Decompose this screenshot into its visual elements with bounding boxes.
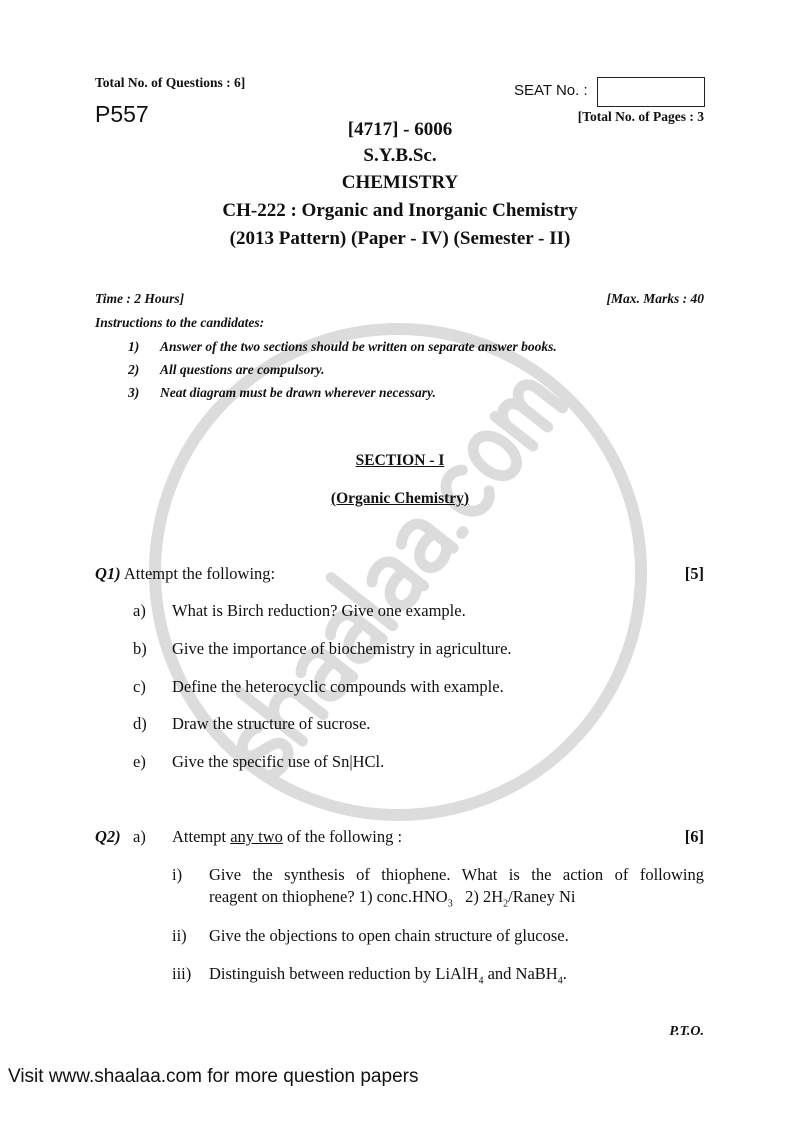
text: .	[562, 964, 567, 983]
paper-title: CH-222 : Organic and Inorganic Chemistry	[222, 200, 578, 221]
q1-item-label: b)	[133, 639, 147, 658]
q2-item-text: Give the objections to open chain structure of glucose.	[209, 926, 569, 945]
q1-item-text: What is Birch reduction? Give one example.	[172, 601, 466, 620]
instruction-text: Neat diagram must be drawn wherever necessary.	[160, 385, 436, 400]
instruction-num: 2)	[128, 362, 140, 377]
course: S.Y.B.Sc.	[363, 145, 437, 166]
q1-item-text: Define the heterocyclic compounds with example.	[172, 677, 504, 696]
watermark-glyph	[462, 532, 463, 534]
text: Distinguish between reduction by LiAlH	[209, 964, 479, 983]
q1-item-label: c)	[133, 677, 146, 696]
q2-text-post: of the following :	[282, 827, 403, 846]
instruction-num: 3)	[128, 385, 140, 400]
q2-item-label: i)	[172, 865, 183, 884]
q2-text-underlined: any two	[230, 827, 283, 846]
q2-num: Q2)	[95, 827, 121, 846]
instructions-heading: Instructions to the candidates:	[95, 315, 265, 330]
q2-item-text: Give the synthesis of thiophene. What is the action of following	[209, 865, 704, 884]
pattern: (2013 Pattern) (Paper - IV) (Semester - II)	[229, 228, 571, 249]
q1-num: Q1)	[95, 564, 121, 583]
seat-number-box[interactable]	[597, 77, 705, 107]
max-marks: [Max. Marks : 40	[606, 291, 704, 306]
text: 2) 2H	[465, 887, 504, 906]
q2-part: a)	[133, 827, 146, 846]
section-subtitle: (Organic Chemistry)	[330, 490, 470, 507]
footer-link[interactable]: Visit www.shaalaa.com for more question papers	[8, 1066, 419, 1087]
q1-text: Attempt the following:	[123, 564, 276, 583]
exam-code: [4717] - 6006	[347, 119, 453, 140]
q2-item-label: ii)	[172, 926, 187, 945]
q2-marks: [6]	[684, 827, 704, 846]
section-title: SECTION - I	[355, 452, 445, 469]
text: /Raney Ni	[508, 887, 576, 906]
text: and NaBH	[483, 964, 558, 983]
q1-item-label: a)	[133, 601, 146, 620]
paper-code: P557	[95, 101, 149, 127]
total-pages: [Total No. of Pages : 3	[577, 109, 704, 124]
pto: P.T.O.	[669, 1024, 704, 1039]
q1-marks: [5]	[684, 564, 704, 583]
time: Time : 2 Hours]	[95, 291, 185, 306]
q1-item-label: d)	[133, 714, 147, 733]
subscript: 2	[503, 898, 509, 910]
q2-item-text	[209, 966, 567, 986]
q1-item-text: Give the specific use of Sn|HCl.	[172, 752, 385, 771]
q1-heading	[95, 566, 275, 583]
total-questions: Total No. of Questions : 6]	[95, 75, 246, 90]
q2-text	[172, 829, 402, 846]
subscript: 4	[478, 975, 484, 987]
q1-item-text: Draw the structure of sucrose.	[172, 714, 371, 733]
q2-text-pre: Attempt	[172, 827, 231, 846]
q2-item-text-line2	[209, 889, 576, 909]
subject: CHEMISTRY	[341, 172, 459, 193]
instruction-num: 1)	[128, 339, 140, 354]
seat-label: SEAT No. :	[514, 82, 588, 99]
subscript: 3	[447, 898, 453, 910]
subscript: 4	[557, 975, 563, 987]
instruction-text: All questions are compulsory.	[160, 362, 325, 377]
instruction-text: Answer of the two sections should be written on separate answer books.	[160, 339, 557, 354]
q1-item-text: Give the importance of biochemistry in agriculture.	[172, 639, 512, 658]
text: reagent on thiophene? 1) conc.HNO	[209, 887, 448, 906]
q1-item-label: e)	[133, 752, 146, 771]
q2-item-label: iii)	[172, 964, 192, 983]
